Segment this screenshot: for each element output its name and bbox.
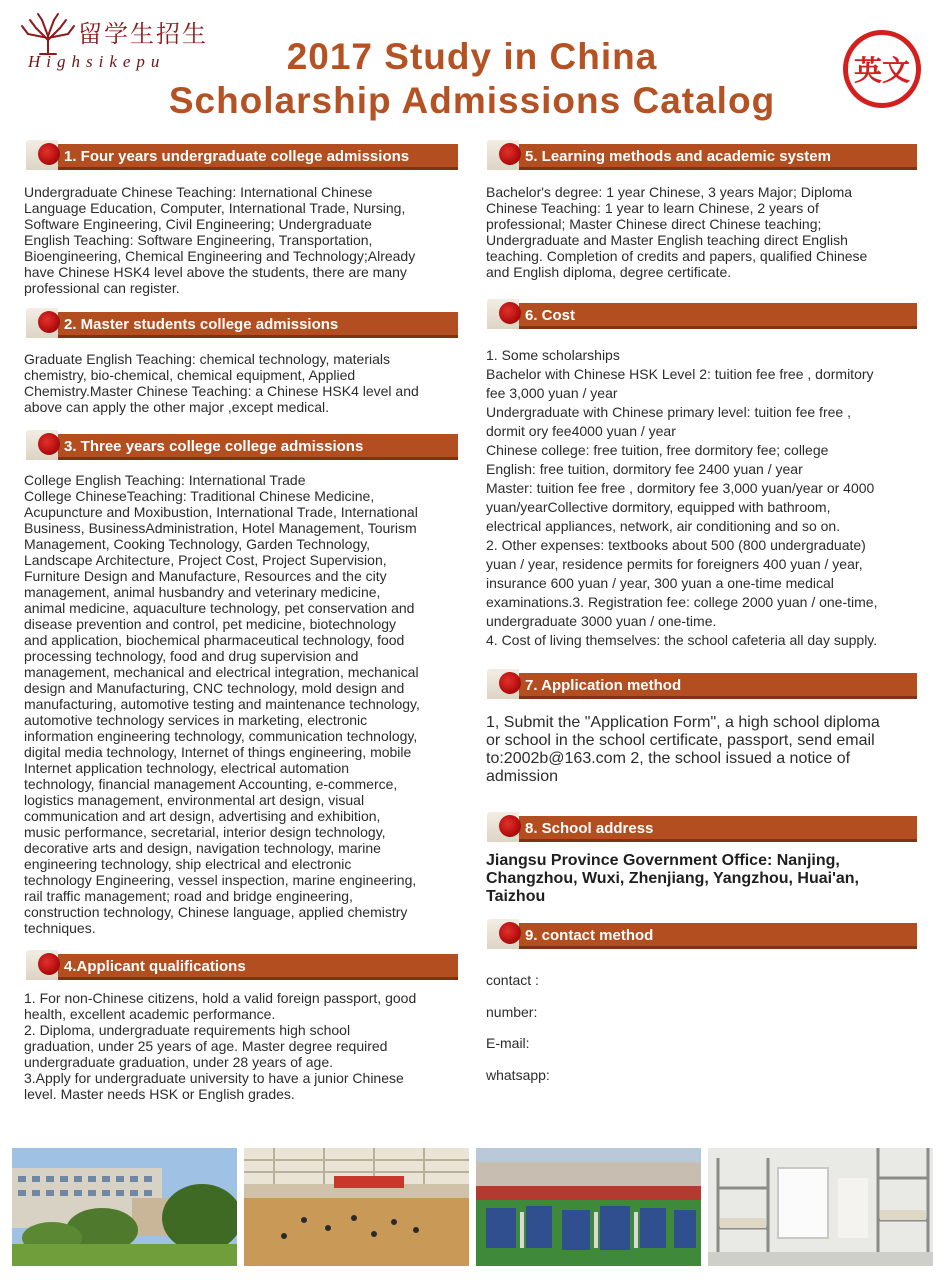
- section-7-heading-bar: [487, 673, 917, 699]
- dormitory-photo: [708, 1148, 933, 1266]
- section-2-body: [24, 351, 469, 415]
- text-line: automotive technology services in marketing, electronic: [24, 712, 368, 728]
- text-line: construction technology, Chinese language, applied chemistry: [24, 904, 408, 920]
- text-line: or school in the school certificate, passport, send email: [486, 732, 875, 749]
- text-line: admission: [486, 768, 559, 785]
- section-4-heading-bar: [26, 954, 458, 980]
- section-1-heading-bar: [26, 144, 458, 170]
- text-line: College English Teaching: International Trade: [24, 472, 306, 488]
- text-line: processing technology, food and drug supervision and: [24, 648, 359, 664]
- text-line: Changzhou, Wuxi, Zhenjiang, Yangzhou, Huai'an,: [486, 870, 859, 887]
- text-line: music performance, secretarial, interior design technology,: [24, 824, 386, 840]
- language-badge: 英文: [843, 30, 921, 108]
- text-line: examinations.3. Registration fee: college 2000 yuan / one-time,: [486, 594, 878, 610]
- text-line: graduation, under 25 years of age. Master degree required: [24, 1038, 388, 1054]
- text-line: insurance 600 yuan / year, 300 yuan a one-time medical: [486, 575, 834, 591]
- text-line: electrical appliances, network, air conditioning and so on.: [486, 518, 841, 534]
- text-line: Internet application technology, electrical automation: [24, 760, 350, 776]
- text-line: Chinese college: free tuition, free dormitory fee; college: [486, 442, 829, 458]
- section-4-heading: 4.Applicant qualifications: [64, 958, 246, 975]
- text-line: 1. For non-Chinese citizens, hold a valid foreign passport, good: [24, 990, 417, 1006]
- text-line: Chinese Teaching: 1 year to learn Chinese, 2 years of: [486, 200, 819, 216]
- text-line: Graduate English Teaching: chemical technology, materials: [24, 351, 391, 367]
- section-3-heading-bar: [26, 434, 458, 460]
- text-line: manufacturing, automotive testing and maintenance technology,: [24, 696, 420, 712]
- section-5-body: [486, 184, 926, 280]
- text-line: yuan/yearCollective dormitory, equipped with bathroom,: [486, 499, 831, 515]
- text-line: fee 3,000 yuan / year: [486, 385, 618, 401]
- text-line: management, mechanical and electrical integration, mechanical: [24, 664, 419, 680]
- section-3-heading: 3. Three years college college admissions: [64, 438, 364, 455]
- text-line: Bachelor with Chinese HSK Level 2: tuition fee free , dormitory: [486, 366, 874, 382]
- campus-photo: [12, 1148, 237, 1266]
- text-line: Software Engineering, Civil Engineering; Undergraduate: [24, 216, 372, 232]
- section-3-body: [24, 472, 474, 936]
- flower-icon: [38, 953, 60, 975]
- text-line: and application, biochemical pharmaceutical technology, food: [24, 632, 405, 648]
- text-line: rail traffic management; road and bridge engineering,: [24, 888, 353, 904]
- text-line: Landscape Architecture, Project Cost, Project Supervision,: [24, 552, 387, 568]
- section-4-body: [24, 990, 474, 1102]
- text-line: 2. Other expenses: textbooks about 500 (800 undergraduate): [486, 537, 866, 553]
- text-line: 4. Cost of living themselves: the school cafeteria all day supply.: [486, 632, 878, 648]
- text-line: Bachelor's degree: 1 year Chinese, 3 years Major; Diploma: [486, 184, 853, 200]
- section-6-body: [486, 346, 931, 650]
- text-line: chemistry, bio-chemical, chemical equipment, Applied: [24, 367, 356, 383]
- text-line: disease prevention and control, pet medicine, biotechnology: [24, 616, 397, 632]
- flower-icon: [499, 672, 521, 694]
- section-9-heading-bar: [487, 923, 917, 949]
- flower-icon: [499, 302, 521, 324]
- tree-logo-icon: [18, 12, 78, 56]
- text-line: Bioengineering, Chemical Engineering and Technology;Already: [24, 248, 416, 264]
- text-line: Chemistry.Master Chinese Teaching: a Chinese HSK4 level and: [24, 383, 419, 399]
- text-line: Furniture Design and Manufacture, Resources and the city: [24, 568, 387, 584]
- text-line: English Teaching: Software Engineering, Transportation,: [24, 232, 373, 248]
- text-line: technology Engineering, vessel inspection, marine engineering,: [24, 872, 417, 888]
- flower-icon: [499, 922, 521, 944]
- text-line: communication and art design, advertising and exhibition,: [24, 808, 381, 824]
- section-6-heading: 6. Cost: [525, 307, 576, 324]
- section-1-heading: 1. Four years undergraduate college admissions: [64, 148, 410, 165]
- text-line: 2. Diploma, undergraduate requirements high school: [24, 1022, 351, 1038]
- logo-chinese-text: 留学生招生: [78, 20, 208, 48]
- text-line: undergraduate 3000 yuan / one-time.: [486, 613, 717, 629]
- number-label: number:: [486, 1004, 538, 1020]
- text-line: management, animal husbandry and veterinary medicine,: [24, 584, 381, 600]
- text-line: 1, Submit the "Application Form", a high school diploma: [486, 714, 880, 731]
- flower-icon: [38, 433, 60, 455]
- section-2-heading-bar: [26, 312, 458, 338]
- text-line: Undergraduate Chinese Teaching: International Chinese: [24, 184, 373, 200]
- section-2-heading: 2. Master students college admissions: [64, 316, 339, 333]
- section-5-heading: 5. Learning methods and academic system: [525, 148, 831, 165]
- page-title-line-1: 2017 Study in China: [286, 36, 658, 77]
- flower-icon: [499, 815, 521, 837]
- text-line: animal medicine, aquaculture technology, pet conservation and: [24, 600, 415, 616]
- text-line: 3.Apply for undergraduate university to have a junior Chinese: [24, 1070, 404, 1086]
- text-line: engineering technology, ship electrical and electronic: [24, 856, 352, 872]
- section-7-heading: 7. Application method: [525, 677, 682, 694]
- flower-icon: [38, 311, 60, 333]
- text-line: health, excellent academic performance.: [24, 1006, 276, 1022]
- text-line: logistics management, environmental art design, visual: [24, 792, 365, 808]
- text-line: Taizhou: [486, 888, 546, 905]
- text-line: Jiangsu Province Government Office: Nanjing,: [486, 852, 840, 869]
- section-8-heading: 8. School address: [525, 820, 654, 837]
- text-line: design and Manufacturing, CNC technology, mold design and: [24, 680, 405, 696]
- section-7-body: [486, 714, 926, 786]
- section-1-body: [24, 184, 469, 296]
- sports-field-photo: [476, 1148, 701, 1266]
- text-line: Management, Cooking Technology, Garden Technology,: [24, 536, 371, 552]
- text-line: decorative arts and design, navigation technology, marine: [24, 840, 381, 856]
- section-8-heading-bar: [487, 816, 917, 842]
- flower-icon: [38, 143, 60, 165]
- text-line: techniques.: [24, 920, 96, 936]
- text-line: undergraduate graduation, under 28 years of age.: [24, 1054, 334, 1070]
- text-line: dormit ory fee4000 yuan / year: [486, 423, 676, 439]
- text-line: have Chinese HSK4 level above the students, there are many: [24, 264, 407, 280]
- section-5-heading-bar: [487, 144, 917, 170]
- whatsapp-label: whatsapp:: [486, 1067, 550, 1083]
- text-line: yuan / year, residence permits for foreigners 400 yuan / year,: [486, 556, 863, 572]
- text-line: teaching. Completion of credits and papers, qualified Chinese: [486, 248, 868, 264]
- contact-label: contact :: [486, 972, 539, 988]
- text-line: Business, BusinessAdministration, Hotel Management, Tourism: [24, 520, 417, 536]
- text-line: Undergraduate with Chinese primary level: tuition fee free ,: [486, 404, 851, 420]
- text-line: 1. Some scholarships: [486, 347, 620, 363]
- text-line: Undergraduate and Master English teaching direct English: [486, 232, 848, 248]
- text-line: College ChineseTeaching: Traditional Chinese Medicine,: [24, 488, 375, 504]
- section-9-heading: 9. contact method: [525, 927, 654, 944]
- text-line: to:2002b@163.com 2, the school issued a notice of: [486, 750, 851, 767]
- text-line: professional; Master Chinese direct Chinese teaching;: [486, 216, 822, 232]
- page-title-line-2: Scholarship Admissions Catalog: [168, 80, 776, 121]
- text-line: information engineering technology, communication technology,: [24, 728, 418, 744]
- text-line: professional can register.: [24, 280, 180, 296]
- text-line: and English diploma, degree certificate.: [486, 264, 732, 280]
- text-line: technology, financial management Accounting, e-commerce,: [24, 776, 398, 792]
- text-line: level. Master needs HSK or English grades.: [24, 1086, 295, 1102]
- text-line: above can apply the other major ,except medical.: [24, 399, 330, 415]
- section-6-heading-bar: [487, 303, 917, 329]
- flower-icon: [499, 143, 521, 165]
- gymnasium-photo: [244, 1148, 469, 1266]
- text-line: digital media technology, Internet of things engineering, mobile: [24, 744, 412, 760]
- logo-english-text: Highsikepu: [28, 52, 166, 71]
- text-line: Language Education, Computer, International Trade, Nursing,: [24, 200, 406, 216]
- text-line: Master: tuition fee free , dormitory fee 3,000 yuan/year or 4000: [486, 480, 875, 496]
- text-line: Acupuncture and Moxibustion, International Trade, International: [24, 504, 418, 520]
- text-line: English: free tuition, dormitory fee 2400 yuan / year: [486, 461, 803, 477]
- school-address: [486, 852, 926, 906]
- email-label: E-mail:: [486, 1035, 530, 1051]
